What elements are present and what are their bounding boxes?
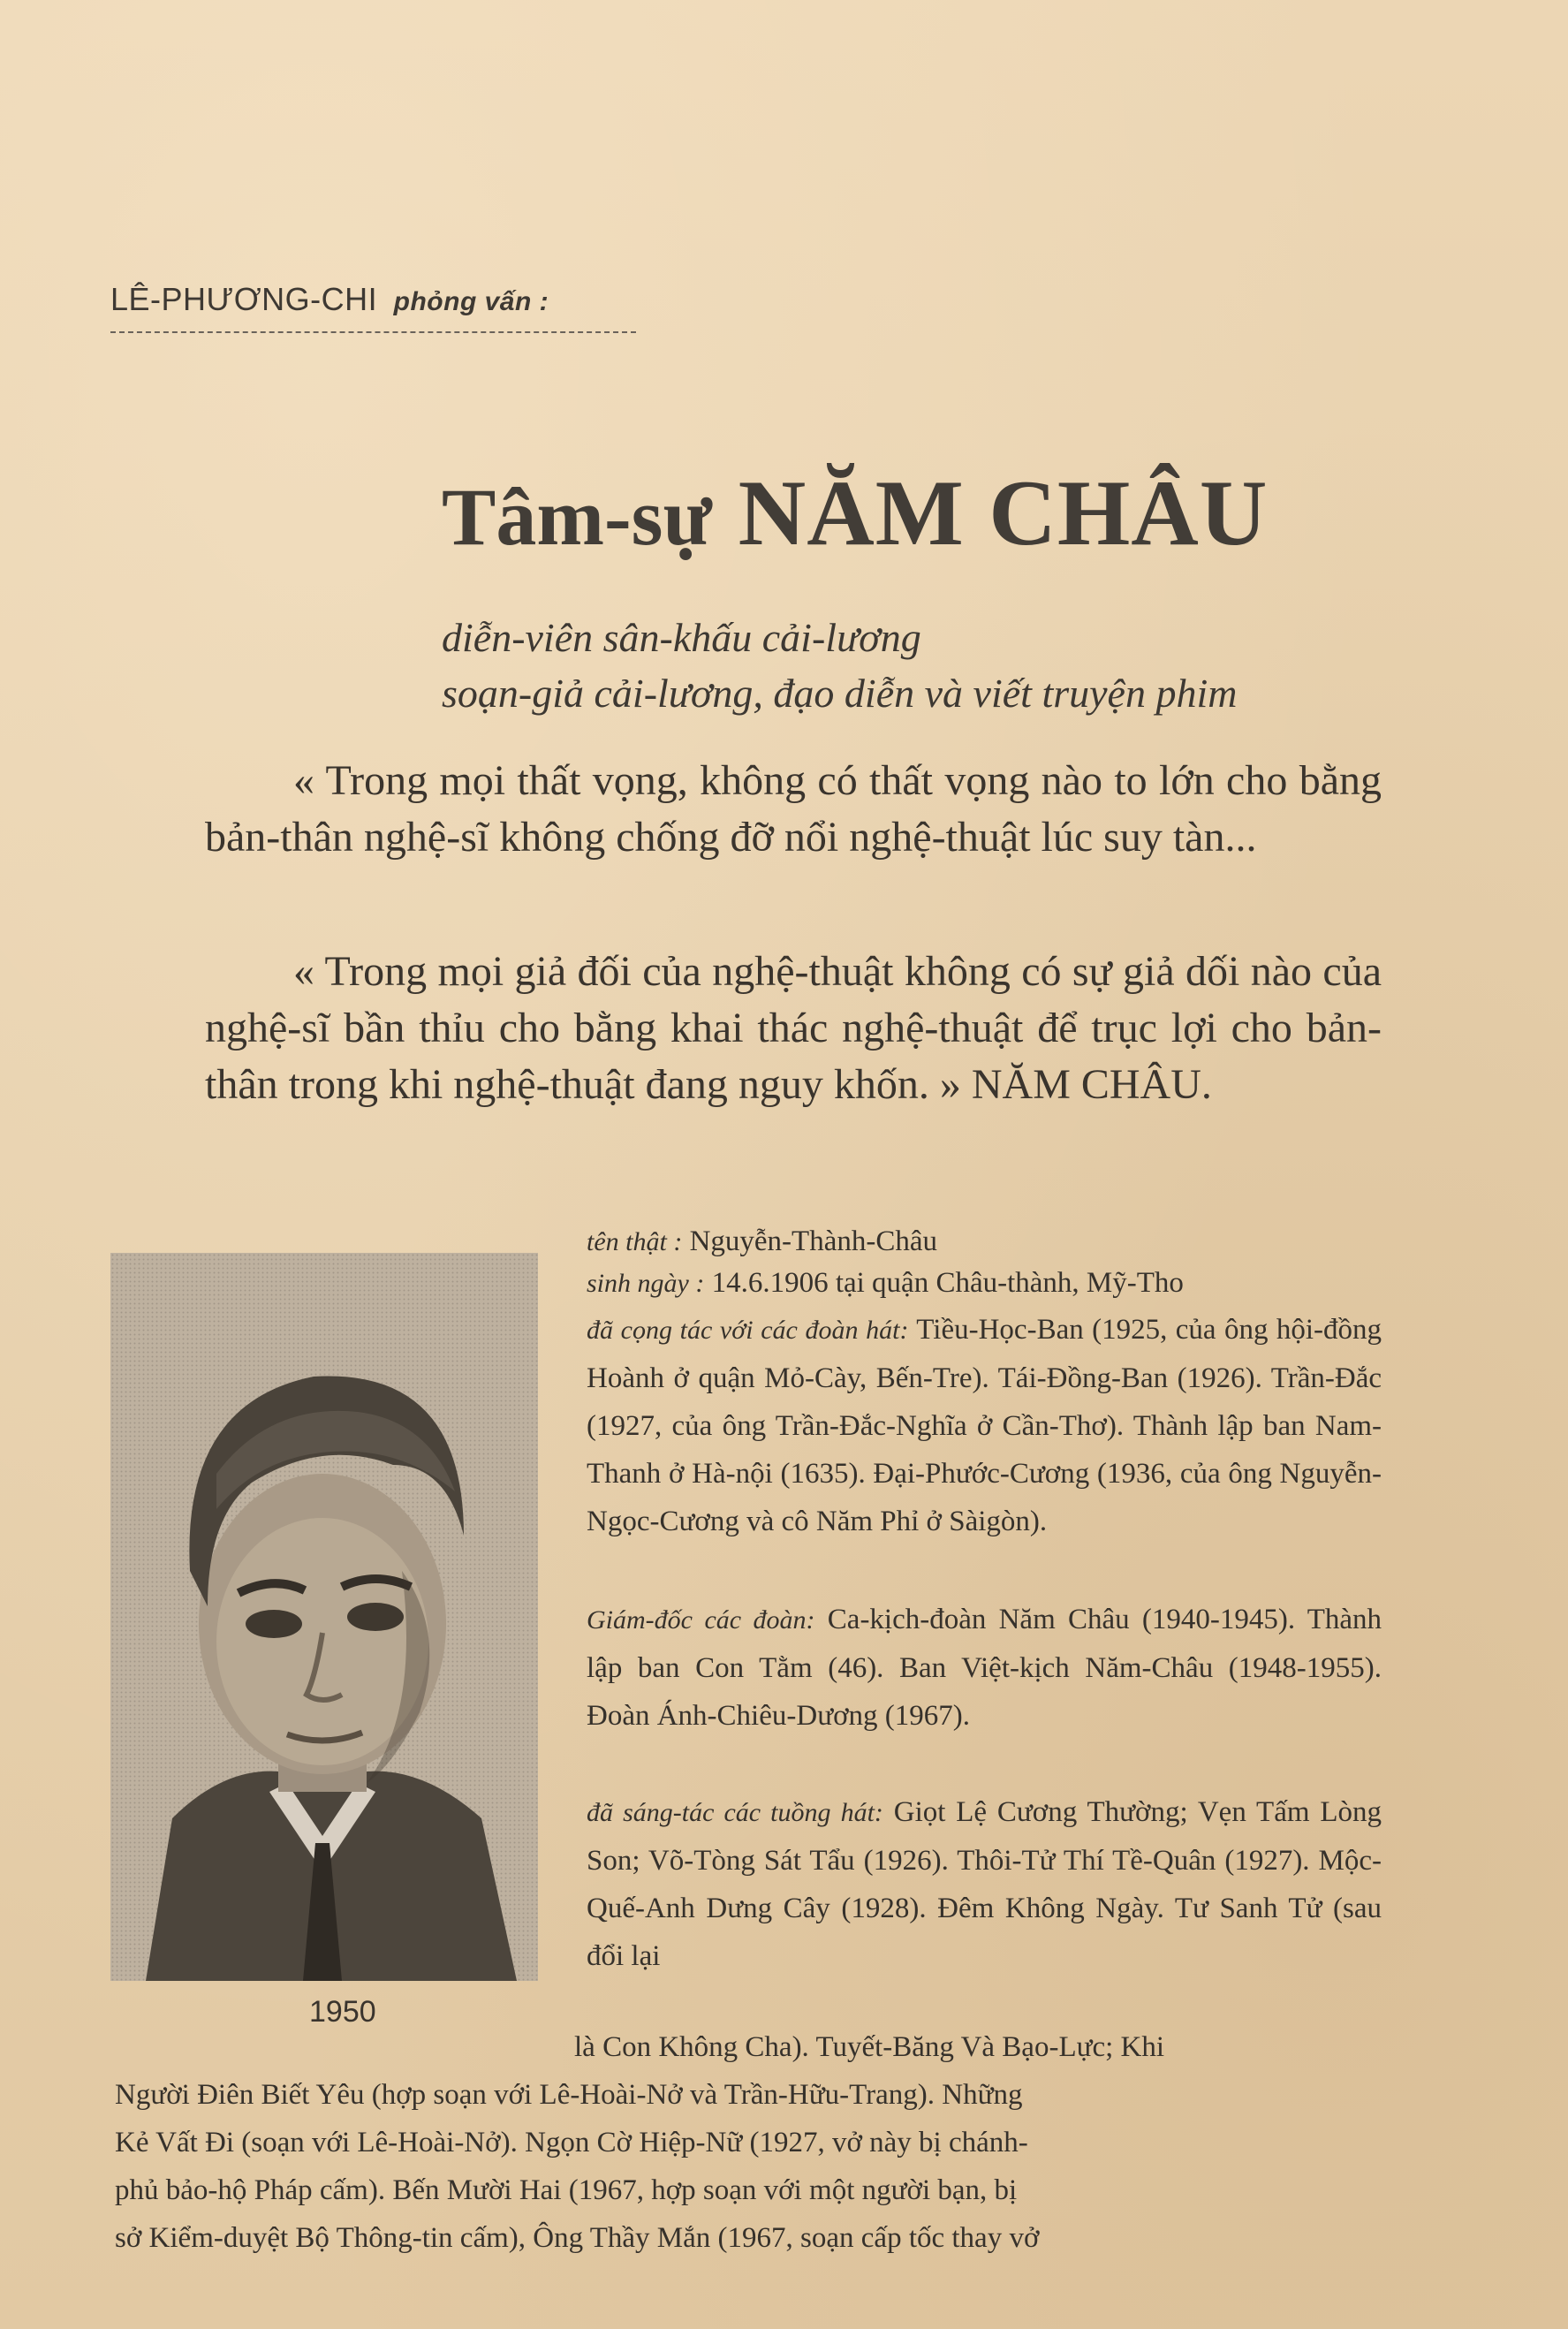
continuation-line: là Con Không Cha). Tuyết-Băng Và Bạo-Lực; Khi — [574, 2031, 1165, 2063]
bio-real-name-value: Nguyễn-Thành-Châu — [689, 1225, 937, 1257]
portrait-photo — [110, 1253, 538, 1981]
bio-troupes-value: Tiều-Học-Ban (1925, của ông hội-đồng Hoành ở quận Mỏ-Cày, Bến-Tre). Tái-Đồng-Ban (1926). Trần-Đắc (1927, của ông Trần-Đắc-Nghĩa ở Cần-Thơ). Thành lập ban Nam-Thanh ở Hà-nội (1635). Đại-Phước-Cương (1936, của ông Nguyễn-Ngọc-Cương và cô Năm Phỉ ở Sàigòn). — [587, 1314, 1382, 1537]
byline-author: LÊ-PHƯƠNG-CHI — [110, 281, 378, 317]
bio-troupes-label: đã cọng tác với các đoàn hát: — [587, 1316, 909, 1345]
article-title — [442, 461, 1269, 565]
subtitle-line-2: soạn-giả cải-lương, đạo diễn và viết truyện phim — [442, 671, 1238, 716]
bio-director — [587, 1596, 1382, 1740]
byline — [110, 281, 549, 318]
quote-2 — [205, 944, 1382, 1113]
bio-born-label: sinh ngày : — [587, 1269, 705, 1298]
continuation-line: sở Kiểm-duyệt Bộ Thông-tin cấm), Ông Thầy Mắn (1967, soạn cấp tốc thay vở — [115, 2222, 1040, 2254]
bio-plays-value: Giọt Lệ Cương Thường; Vẹn Tấm Lòng Son; Võ-Tòng Sát Tẩu (1926). Thôi-Tử Thí Tề-Quân (1927). Mộc-Quế-Anh Dưng Cây (1928). Đêm Không Ngày. Tư Sanh Tử (sau đổi lại — [587, 1796, 1382, 1972]
bio-plays-label: đã sáng-tác các tuồng hát: — [587, 1798, 883, 1827]
title-prefix: Tâm-sự — [442, 472, 712, 562]
portrait-illustration — [110, 1253, 538, 1981]
bio-troupes — [587, 1306, 1382, 1545]
bio-born-value: 14.6.1906 tại quận Châu-thành, Mỹ-Tho — [711, 1267, 1184, 1299]
quote-1 — [205, 753, 1382, 866]
bio-real-name-label: tên thật : — [587, 1227, 683, 1256]
quote-1-text: « Trong mọi thất vọng, không có thất vọng nào to lớn cho bằng bản-thân nghệ-sĩ không chống đỡ nổi nghệ-thuật lúc suy tàn... — [205, 757, 1382, 861]
title-name: NĂM CHÂU — [738, 461, 1269, 565]
bio-born — [587, 1259, 1382, 1308]
continuation-line: Kẻ Vất Đi (soạn với Lê-Hoài-Nở). Ngọn Cờ Hiệp-Nữ (1927, vở này bị chánh- — [115, 2127, 1028, 2158]
bio-plays — [587, 1788, 1382, 1980]
continuation-line: phủ bảo-hộ Pháp cấm). Bến Mười Hai (1967, hợp soạn với một người bạn, bị — [115, 2174, 1018, 2206]
bio-director-value: Ca-kịch-đoàn Năm Châu (1940-1945). Thành lập ban Con Tằm (46). Ban Việt-kịch Năm-Châu (1948-1955). Đoàn Ánh-Chiêu-Dương (1967). — [587, 1604, 1382, 1732]
continuation-line: Người Điên Biết Yêu (hợp soạn với Lê-Hoài-Nở và Trần-Hữu-Trang). Những — [115, 2079, 1023, 2111]
byline-role: phỏng vấn : — [393, 287, 549, 316]
quote-2-text: « Trong mọi giả đối của nghệ-thuật không có sự giả dối nào của nghệ-sĩ bần thỉu cho bằng khai thác nghệ-thuật để trục lợi cho bản-thân trong khi nghệ-thuật đang nguy khốn. » NĂM CHÂU. — [205, 948, 1382, 1108]
photo-caption: 1950 — [309, 1995, 376, 2029]
byline-underline — [110, 331, 636, 333]
subtitle-line-1: diễn-viên sân-khấu cải-lương — [442, 615, 921, 660]
bio-director-label: Giám-đốc các đoàn: — [587, 1605, 815, 1635]
bio-continuation — [115, 2023, 1382, 2262]
